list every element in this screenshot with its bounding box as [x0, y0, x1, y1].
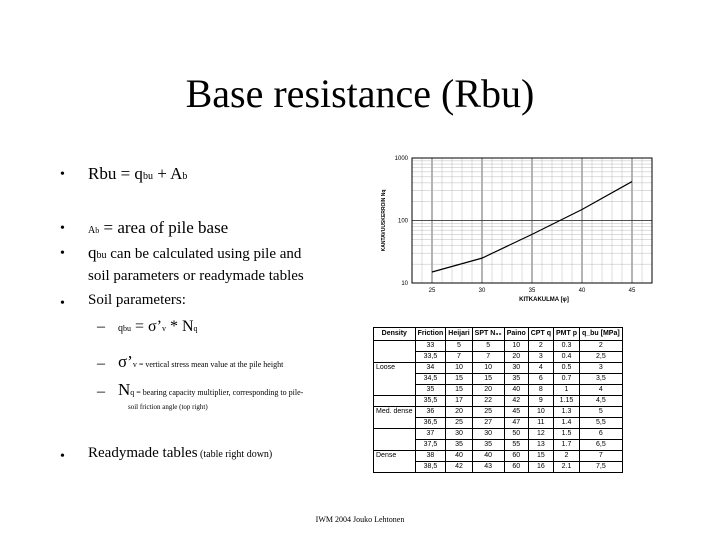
table-cell: 6 — [528, 374, 553, 385]
readymade-table — [373, 327, 623, 473]
table-cell: 22 — [472, 396, 504, 407]
table-cell: 11 — [528, 418, 553, 429]
table-cell: 40 — [446, 451, 472, 462]
x-tick-label: 25 — [428, 288, 436, 294]
dash-marker: – — [97, 383, 105, 400]
table-cell: 15 — [528, 451, 553, 462]
x-axis-label: KITKAKULMA [φ] — [519, 297, 569, 303]
table-cell: 45 — [504, 407, 528, 418]
table-cell: 9 — [528, 396, 553, 407]
table-header-cell: Heijari — [446, 328, 472, 341]
table-cell: 6 — [579, 429, 622, 440]
table-cell: 36 — [415, 407, 446, 418]
bullet-ab-definition: Ab = area of pile base — [88, 218, 229, 237]
table-cell: 1.15 — [553, 396, 579, 407]
table-cell: 10 — [472, 363, 504, 374]
bullet-marker: • — [60, 296, 65, 311]
density-cell: Dense — [374, 451, 416, 462]
table-cell: 40 — [504, 385, 528, 396]
density-cell — [374, 396, 416, 407]
density-cell — [374, 352, 416, 363]
bullet-qbu-calc-line2: soil parameters or readymade tables — [88, 268, 304, 284]
table-cell: 15 — [472, 374, 504, 385]
table-cell: 43 — [472, 462, 504, 473]
table-cell: 2,5 — [579, 352, 622, 363]
table-header-row — [374, 328, 623, 341]
density-cell: Loose — [374, 363, 416, 374]
x-tick-label: 45 — [628, 288, 636, 294]
table-cell: 3 — [528, 352, 553, 363]
table-cell: 30 — [446, 429, 472, 440]
y-tick-label: 1000 — [394, 156, 408, 162]
density-cell — [374, 341, 416, 352]
table-row — [374, 451, 623, 462]
table-cell: 38,5 — [415, 462, 446, 473]
table-cell: 1.4 — [553, 418, 579, 429]
table-cell: 13 — [528, 440, 553, 451]
table-row — [374, 396, 623, 407]
table-cell: 2 — [528, 341, 553, 352]
table-cell: 47 — [504, 418, 528, 429]
table-cell: 7,5 — [579, 462, 622, 473]
table-header-cell: Paino — [504, 328, 528, 341]
table-cell: 55 — [504, 440, 528, 451]
table-row — [374, 440, 623, 451]
x-tick-labels — [429, 288, 636, 294]
table-cell: 40 — [472, 451, 504, 462]
table-cell: 12 — [528, 429, 553, 440]
bullet-soil-parameters: Soil parameters: — [88, 292, 186, 308]
y-tick-labels — [395, 156, 409, 287]
table-cell: 1 — [553, 385, 579, 396]
table-cell: 37 — [415, 429, 446, 440]
table-cell: 10 — [446, 363, 472, 374]
table-cell: 1.3 — [553, 407, 579, 418]
table-row — [374, 385, 623, 396]
table-cell: 4,5 — [579, 396, 622, 407]
x-tick-label: 35 — [528, 288, 536, 294]
dash-marker: – — [97, 318, 105, 335]
table-cell: 33,5 — [415, 352, 446, 363]
table-cell: 8 — [528, 385, 553, 396]
table-cell: 35 — [415, 385, 446, 396]
table-cell: 2 — [579, 341, 622, 352]
table-cell: 50 — [504, 429, 528, 440]
table-cell: 27 — [472, 418, 504, 429]
table-cell: 34,5 — [415, 374, 446, 385]
nq-friction-chart — [360, 150, 660, 310]
bullet-marker: • — [60, 449, 65, 464]
table-cell: 20 — [504, 352, 528, 363]
table-cell: 60 — [504, 462, 528, 473]
density-cell — [374, 440, 416, 451]
table-cell: 42 — [446, 462, 472, 473]
table-cell: 5 — [472, 341, 504, 352]
table-cell: 5 — [446, 341, 472, 352]
table-cell: 35 — [504, 374, 528, 385]
table-cell: 0.5 — [553, 363, 579, 374]
table-cell: 15 — [446, 374, 472, 385]
table-cell: 6,5 — [579, 440, 622, 451]
table-cell: 38 — [415, 451, 446, 462]
bullet-qbu-calc: qbu can be calculated using pile and — [88, 243, 302, 262]
table-row — [374, 418, 623, 429]
table-row — [374, 462, 623, 473]
density-cell — [374, 385, 416, 396]
definition-sigma-v: σ’v = vertical stress mean value at the pile height — [118, 352, 284, 371]
table-cell: 34 — [415, 363, 446, 374]
bullet-marker: • — [60, 167, 65, 182]
table-cell: 5,5 — [579, 418, 622, 429]
y-axis-label: KANTAVUUSKERROIN Nq — [381, 189, 387, 252]
table-cell: 16 — [528, 462, 553, 473]
table-cell: 15 — [446, 385, 472, 396]
table-header-cell: SPT N₃₀ — [472, 328, 504, 341]
table-cell: 0.7 — [553, 374, 579, 385]
table-cell: 20 — [472, 385, 504, 396]
table-cell: 1.7 — [553, 440, 579, 451]
table-cell: 25 — [446, 418, 472, 429]
table-cell: 35 — [472, 440, 504, 451]
y-tick-label: 10 — [401, 281, 408, 287]
table-cell: 2 — [553, 451, 579, 462]
table-cell: 30 — [504, 363, 528, 374]
bullet-marker: • — [60, 246, 65, 261]
table-row — [374, 341, 623, 352]
table-cell: 42 — [504, 396, 528, 407]
footer: IWM 2004 Jouko Lehtonen — [315, 515, 405, 524]
table-header-cell: q_bu [MPa] — [579, 328, 622, 341]
definition-nq: Nq = bearing capacity multiplier, corresponding to pile- — [118, 380, 304, 399]
table-cell: 7 — [446, 352, 472, 363]
table-header-cell: CPT q — [528, 328, 553, 341]
density-cell — [374, 429, 416, 440]
table-cell: 2.1 — [553, 462, 579, 473]
table-cell: 7 — [472, 352, 504, 363]
definition-nq-line2: soil friction angle (top right) — [128, 403, 208, 411]
table-cell: 5 — [579, 407, 622, 418]
chart-grid — [412, 158, 652, 283]
table-cell: 0.4 — [553, 352, 579, 363]
table-row — [374, 407, 623, 418]
bullet-readymade-tables: Readymade tables (table right down) — [88, 445, 273, 461]
table-header-cell: Friction — [415, 328, 446, 341]
table-cell: 35,5 — [415, 396, 446, 407]
x-tick-label: 40 — [578, 288, 586, 294]
table-cell: 4 — [579, 385, 622, 396]
table-header-cell: Density — [374, 328, 416, 341]
dash-marker: – — [97, 355, 105, 372]
table-row — [374, 352, 623, 363]
formula-qbu: qbu = σ’v * Nq — [118, 318, 198, 335]
table-cell: 37,5 — [415, 440, 446, 451]
bullet-rbu-formula: Rbu = qbu + Ab — [88, 164, 188, 183]
table-cell: 35 — [446, 440, 472, 451]
table-cell: 3 — [579, 363, 622, 374]
table-row — [374, 429, 623, 440]
table-row — [374, 374, 623, 385]
table-cell: 3,5 — [579, 374, 622, 385]
slide-title: Base resistance (Rbu) — [185, 71, 535, 116]
density-cell — [374, 462, 416, 473]
table-cell: 4 — [528, 363, 553, 374]
table-cell: 1.5 — [553, 429, 579, 440]
table-cell: 60 — [504, 451, 528, 462]
table-cell: 33 — [415, 341, 446, 352]
table-header-cell: PMT p — [553, 328, 579, 341]
density-cell — [374, 374, 416, 385]
y-tick-label: 100 — [397, 218, 408, 225]
table-cell: 10 — [504, 341, 528, 352]
table-cell: 17 — [446, 396, 472, 407]
table-cell: 30 — [472, 429, 504, 440]
table-row — [374, 363, 623, 374]
density-cell: Med. dense — [374, 407, 416, 418]
bullet-marker: • — [60, 221, 65, 236]
x-tick-label: 30 — [478, 288, 486, 294]
table-cell: 20 — [446, 407, 472, 418]
table-cell: 7 — [579, 451, 622, 462]
table-cell: 10 — [528, 407, 553, 418]
table-cell: 25 — [472, 407, 504, 418]
table-cell: 0.3 — [553, 341, 579, 352]
density-cell — [374, 418, 416, 429]
table-cell: 36,5 — [415, 418, 446, 429]
